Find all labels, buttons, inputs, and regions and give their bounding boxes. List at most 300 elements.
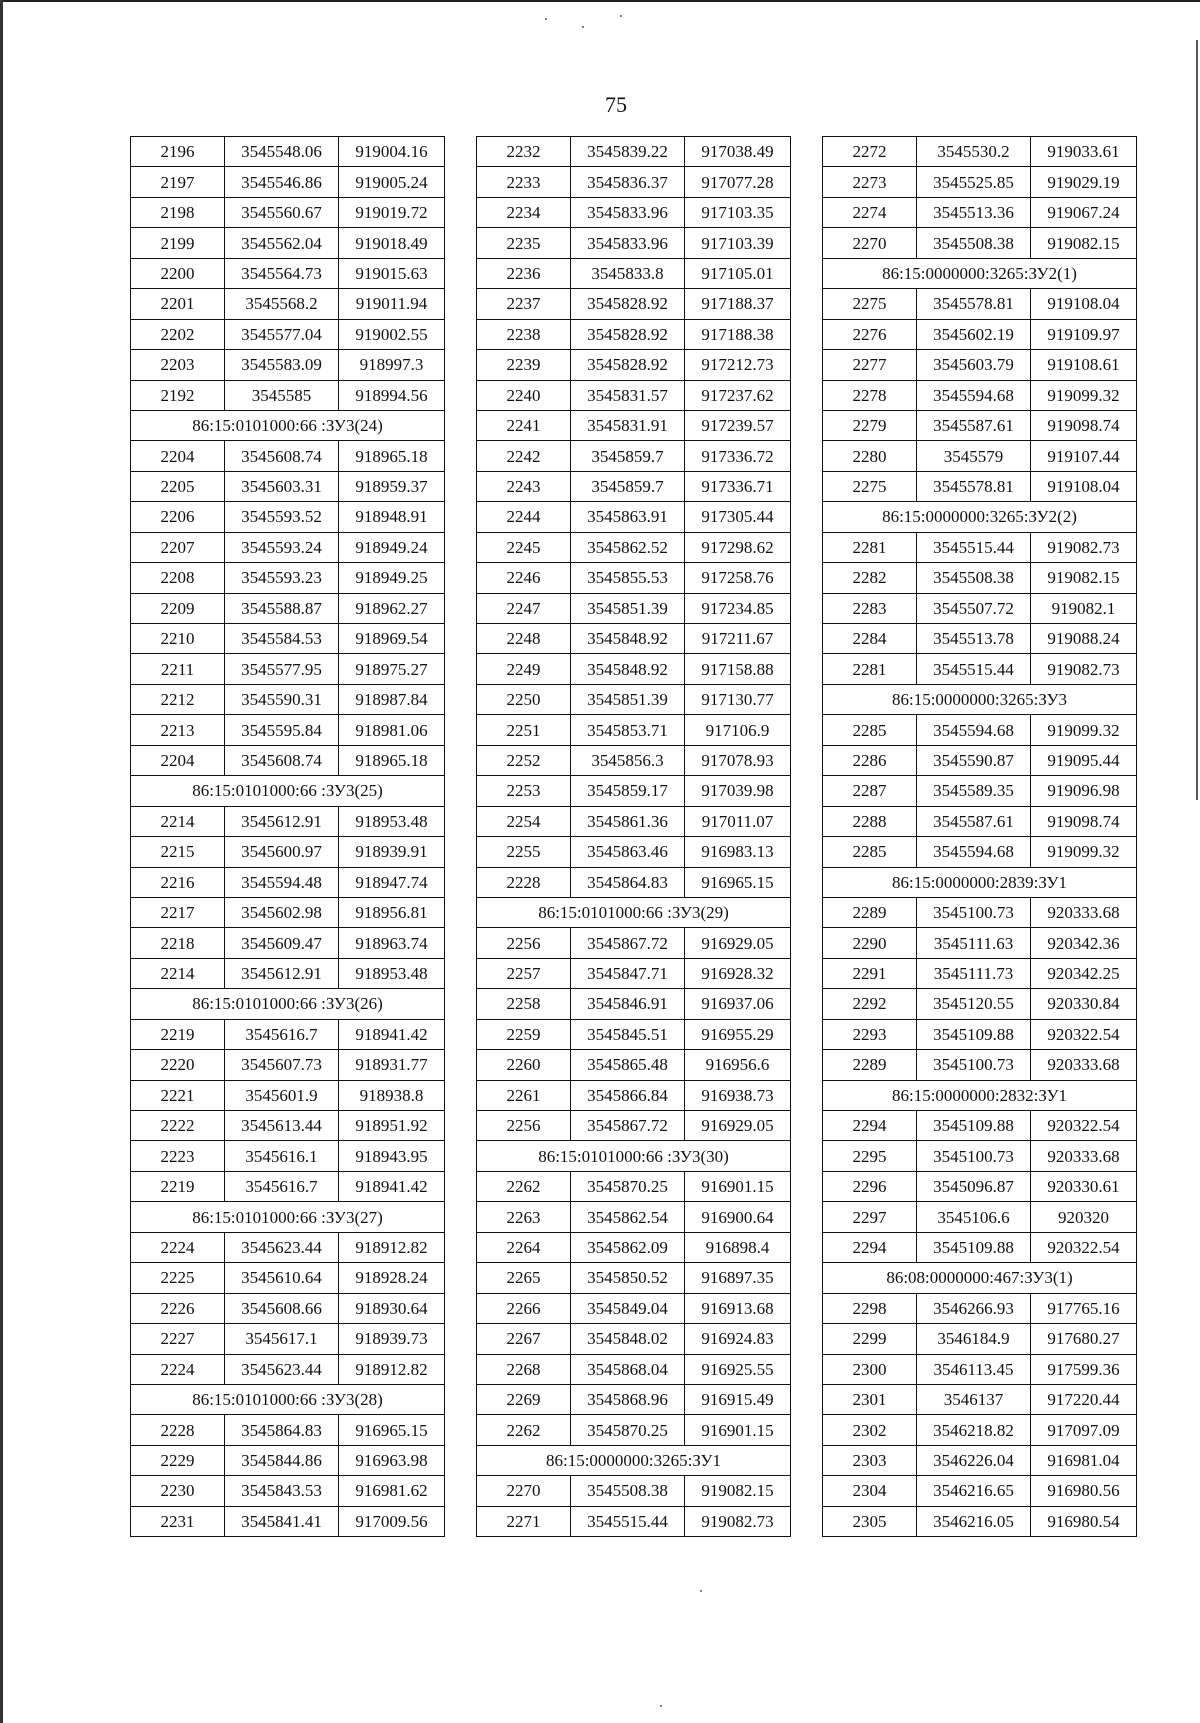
point-number-cell: 2302 bbox=[823, 1415, 917, 1445]
x-coordinate-cell: 3545600.97 bbox=[225, 837, 339, 867]
x-coordinate-cell: 3545623.44 bbox=[225, 1232, 339, 1262]
x-coordinate-cell: 3545560.67 bbox=[225, 197, 339, 227]
point-number-cell: 2212 bbox=[131, 684, 225, 714]
y-coordinate-cell: 918948.91 bbox=[339, 502, 445, 532]
table-row bbox=[477, 532, 791, 562]
x-coordinate-cell: 3546266.93 bbox=[917, 1293, 1031, 1323]
y-coordinate-cell: 920342.25 bbox=[1031, 958, 1137, 988]
table-row bbox=[477, 1111, 791, 1141]
point-number-cell: 2284 bbox=[823, 624, 917, 654]
point-number-cell: 2201 bbox=[131, 289, 225, 319]
point-number-cell: 2217 bbox=[131, 897, 225, 927]
parcel-header-row bbox=[823, 1080, 1137, 1110]
point-number-cell: 2226 bbox=[131, 1293, 225, 1323]
table-row bbox=[823, 563, 1137, 593]
y-coordinate-cell: 918943.95 bbox=[339, 1141, 445, 1171]
y-coordinate-cell: 917077.28 bbox=[685, 167, 791, 197]
x-coordinate-cell: 3545584.53 bbox=[225, 624, 339, 654]
parcel-cadastral-number: 86:15:0101000:66 :ЗУ3(28) bbox=[131, 1384, 445, 1414]
x-coordinate-cell: 3545562.04 bbox=[225, 228, 339, 258]
point-number-cell: 2305 bbox=[823, 1506, 917, 1536]
x-coordinate-cell: 3546184.9 bbox=[917, 1324, 1031, 1354]
y-coordinate-cell: 916965.15 bbox=[685, 867, 791, 897]
table-row bbox=[131, 654, 445, 684]
y-coordinate-cell: 919019.72 bbox=[339, 197, 445, 227]
point-number-cell: 2253 bbox=[477, 776, 571, 806]
x-coordinate-cell: 3545585 bbox=[225, 380, 339, 410]
x-coordinate-cell: 3545568.2 bbox=[225, 289, 339, 319]
y-coordinate-cell: 917009.56 bbox=[339, 1506, 445, 1536]
point-number-cell: 2196 bbox=[131, 137, 225, 167]
point-number-cell: 2211 bbox=[131, 654, 225, 684]
point-number-cell: 2227 bbox=[131, 1324, 225, 1354]
table-row bbox=[131, 745, 445, 775]
scan-speck bbox=[620, 15, 622, 17]
y-coordinate-cell: 916901.15 bbox=[685, 1415, 791, 1445]
point-number-cell: 2209 bbox=[131, 593, 225, 623]
coordinate-table-1 bbox=[130, 136, 445, 1537]
parcel-cadastral-number: 86:15:0000000:3265:ЗУ3 bbox=[823, 684, 1137, 714]
y-coordinate-cell: 918994.56 bbox=[339, 380, 445, 410]
table-row bbox=[477, 928, 791, 958]
x-coordinate-cell: 3545602.19 bbox=[917, 319, 1031, 349]
y-coordinate-cell: 918949.24 bbox=[339, 532, 445, 562]
x-coordinate-cell: 3545866.84 bbox=[571, 1080, 685, 1110]
x-coordinate-cell: 3545577.04 bbox=[225, 319, 339, 349]
point-number-cell: 2260 bbox=[477, 1050, 571, 1080]
table-row bbox=[477, 197, 791, 227]
table-row bbox=[823, 593, 1137, 623]
parcel-header-row bbox=[131, 989, 445, 1019]
table-row bbox=[823, 350, 1137, 380]
y-coordinate-cell: 919015.63 bbox=[339, 258, 445, 288]
parcel-cadastral-number: 86:15:0101000:66 :ЗУ3(24) bbox=[131, 410, 445, 440]
x-coordinate-cell: 3545609.47 bbox=[225, 928, 339, 958]
y-coordinate-cell: 916937.06 bbox=[685, 989, 791, 1019]
table-row bbox=[477, 654, 791, 684]
x-coordinate-cell: 3545862.09 bbox=[571, 1232, 685, 1262]
parcel-cadastral-number: 86:15:0000000:2832:ЗУ1 bbox=[823, 1080, 1137, 1110]
x-coordinate-cell: 3545612.91 bbox=[225, 958, 339, 988]
y-coordinate-cell: 916924.83 bbox=[685, 1324, 791, 1354]
table-row bbox=[823, 776, 1137, 806]
point-number-cell: 2268 bbox=[477, 1354, 571, 1384]
point-number-cell: 2223 bbox=[131, 1141, 225, 1171]
scan-speck bbox=[545, 18, 547, 20]
y-coordinate-cell: 917011.07 bbox=[685, 806, 791, 836]
point-number-cell: 2207 bbox=[131, 532, 225, 562]
x-coordinate-cell: 3545850.52 bbox=[571, 1263, 685, 1293]
table-row bbox=[477, 289, 791, 319]
table-row bbox=[131, 1111, 445, 1141]
point-number-cell: 2297 bbox=[823, 1202, 917, 1232]
point-number-cell: 2286 bbox=[823, 745, 917, 775]
point-number-cell: 2267 bbox=[477, 1324, 571, 1354]
point-number-cell: 2199 bbox=[131, 228, 225, 258]
table-row bbox=[477, 258, 791, 288]
table-row bbox=[477, 684, 791, 714]
x-coordinate-cell: 3545603.31 bbox=[225, 471, 339, 501]
x-coordinate-cell: 3545100.73 bbox=[917, 1050, 1031, 1080]
y-coordinate-cell: 916898.4 bbox=[685, 1232, 791, 1262]
point-number-cell: 2277 bbox=[823, 350, 917, 380]
point-number-cell: 2220 bbox=[131, 1050, 225, 1080]
y-coordinate-cell: 918962.27 bbox=[339, 593, 445, 623]
table-row bbox=[131, 1080, 445, 1110]
y-coordinate-cell: 917106.9 bbox=[685, 715, 791, 745]
point-number-cell: 2255 bbox=[477, 837, 571, 867]
table-row bbox=[823, 1324, 1137, 1354]
parcel-cadastral-number: 86:15:0000000:2839:ЗУ1 bbox=[823, 867, 1137, 897]
y-coordinate-cell: 918931.77 bbox=[339, 1050, 445, 1080]
point-number-cell: 2238 bbox=[477, 319, 571, 349]
table-row bbox=[477, 1202, 791, 1232]
x-coordinate-cell: 3545623.44 bbox=[225, 1354, 339, 1384]
table-row bbox=[823, 806, 1137, 836]
point-number-cell: 2301 bbox=[823, 1384, 917, 1414]
x-coordinate-cell: 3545839.22 bbox=[571, 137, 685, 167]
y-coordinate-cell: 918975.27 bbox=[339, 654, 445, 684]
x-coordinate-cell: 3545508.38 bbox=[917, 228, 1031, 258]
x-coordinate-cell: 3545862.52 bbox=[571, 532, 685, 562]
table-row bbox=[131, 1232, 445, 1262]
x-coordinate-cell: 3545601.9 bbox=[225, 1080, 339, 1110]
x-coordinate-cell: 3545833.96 bbox=[571, 228, 685, 258]
y-coordinate-cell: 918987.84 bbox=[339, 684, 445, 714]
y-coordinate-cell: 917336.72 bbox=[685, 441, 791, 471]
point-number-cell: 2281 bbox=[823, 532, 917, 562]
point-number-cell: 2202 bbox=[131, 319, 225, 349]
y-coordinate-cell: 916955.29 bbox=[685, 1019, 791, 1049]
y-coordinate-cell: 919108.04 bbox=[1031, 471, 1137, 501]
parcel-header-row bbox=[131, 1202, 445, 1232]
point-number-cell: 2213 bbox=[131, 715, 225, 745]
point-number-cell: 2274 bbox=[823, 197, 917, 227]
table-row bbox=[131, 1050, 445, 1080]
y-coordinate-cell: 920333.68 bbox=[1031, 1050, 1137, 1080]
point-number-cell: 2292 bbox=[823, 989, 917, 1019]
x-coordinate-cell: 3546226.04 bbox=[917, 1445, 1031, 1475]
point-number-cell: 2275 bbox=[823, 289, 917, 319]
x-coordinate-cell: 3545594.48 bbox=[225, 867, 339, 897]
point-number-cell: 2291 bbox=[823, 958, 917, 988]
x-coordinate-cell: 3545841.41 bbox=[225, 1506, 339, 1536]
table-row bbox=[477, 1354, 791, 1384]
y-coordinate-cell: 916956.6 bbox=[685, 1050, 791, 1080]
scan-speck bbox=[700, 1590, 702, 1592]
x-coordinate-cell: 3545548.06 bbox=[225, 137, 339, 167]
point-number-cell: 2299 bbox=[823, 1324, 917, 1354]
table-row bbox=[131, 137, 445, 167]
y-coordinate-cell: 919082.73 bbox=[685, 1506, 791, 1536]
y-coordinate-cell: 916981.62 bbox=[339, 1476, 445, 1506]
y-coordinate-cell: 919107.44 bbox=[1031, 441, 1137, 471]
x-coordinate-cell: 3545864.83 bbox=[225, 1415, 339, 1445]
x-coordinate-cell: 3545096.87 bbox=[917, 1171, 1031, 1201]
y-coordinate-cell: 919099.32 bbox=[1031, 837, 1137, 867]
point-number-cell: 2233 bbox=[477, 167, 571, 197]
y-coordinate-cell: 916901.15 bbox=[685, 1171, 791, 1201]
table-row bbox=[131, 350, 445, 380]
y-coordinate-cell: 917237.62 bbox=[685, 380, 791, 410]
x-coordinate-cell: 3545864.83 bbox=[571, 867, 685, 897]
x-coordinate-cell: 3545863.46 bbox=[571, 837, 685, 867]
y-coordinate-cell: 918939.73 bbox=[339, 1324, 445, 1354]
table-row bbox=[131, 715, 445, 745]
table-row bbox=[131, 593, 445, 623]
x-coordinate-cell: 3545595.84 bbox=[225, 715, 339, 745]
y-coordinate-cell: 918941.42 bbox=[339, 1019, 445, 1049]
y-coordinate-cell: 916929.05 bbox=[685, 1111, 791, 1141]
table-row bbox=[823, 1111, 1137, 1141]
x-coordinate-cell: 3545508.38 bbox=[571, 1476, 685, 1506]
parcel-header-row bbox=[477, 897, 791, 927]
x-coordinate-cell: 3545587.61 bbox=[917, 410, 1031, 440]
point-number-cell: 2270 bbox=[477, 1476, 571, 1506]
table-row bbox=[823, 897, 1137, 927]
table-row bbox=[131, 624, 445, 654]
table-row bbox=[477, 1232, 791, 1262]
table-row bbox=[477, 1384, 791, 1414]
table-row bbox=[131, 897, 445, 927]
table-row bbox=[131, 837, 445, 867]
point-number-cell: 2228 bbox=[131, 1415, 225, 1445]
x-coordinate-cell: 3545111.73 bbox=[917, 958, 1031, 988]
x-coordinate-cell: 3545590.87 bbox=[917, 745, 1031, 775]
point-number-cell: 2205 bbox=[131, 471, 225, 501]
table-row bbox=[823, 471, 1137, 501]
point-number-cell: 2300 bbox=[823, 1354, 917, 1384]
x-coordinate-cell: 3545515.44 bbox=[917, 654, 1031, 684]
point-number-cell: 2278 bbox=[823, 380, 917, 410]
y-coordinate-cell: 917103.39 bbox=[685, 228, 791, 258]
point-number-cell: 2256 bbox=[477, 928, 571, 958]
x-coordinate-cell: 3545844.86 bbox=[225, 1445, 339, 1475]
point-number-cell: 2263 bbox=[477, 1202, 571, 1232]
table-row bbox=[823, 380, 1137, 410]
table-row bbox=[823, 1476, 1137, 1506]
y-coordinate-cell: 920333.68 bbox=[1031, 897, 1137, 927]
y-coordinate-cell: 917188.38 bbox=[685, 319, 791, 349]
point-number-cell: 2250 bbox=[477, 684, 571, 714]
point-number-cell: 2225 bbox=[131, 1263, 225, 1293]
y-coordinate-cell: 917130.77 bbox=[685, 684, 791, 714]
x-coordinate-cell: 3546113.45 bbox=[917, 1354, 1031, 1384]
table-row bbox=[477, 715, 791, 745]
table-row bbox=[823, 1384, 1137, 1414]
x-coordinate-cell: 3545593.24 bbox=[225, 532, 339, 562]
table-row bbox=[823, 654, 1137, 684]
x-coordinate-cell: 3545608.66 bbox=[225, 1293, 339, 1323]
y-coordinate-cell: 918912.82 bbox=[339, 1354, 445, 1384]
y-coordinate-cell: 917211.67 bbox=[685, 624, 791, 654]
point-number-cell: 2203 bbox=[131, 350, 225, 380]
x-coordinate-cell: 3545603.79 bbox=[917, 350, 1031, 380]
point-number-cell: 2235 bbox=[477, 228, 571, 258]
y-coordinate-cell: 916925.55 bbox=[685, 1354, 791, 1384]
point-number-cell: 2289 bbox=[823, 1050, 917, 1080]
parcel-cadastral-number: 86:15:0101000:66 :ЗУ3(30) bbox=[477, 1141, 791, 1171]
point-number-cell: 2293 bbox=[823, 1019, 917, 1049]
y-coordinate-cell: 920342.36 bbox=[1031, 928, 1137, 958]
point-number-cell: 2298 bbox=[823, 1293, 917, 1323]
point-number-cell: 2218 bbox=[131, 928, 225, 958]
x-coordinate-cell: 3545508.38 bbox=[917, 563, 1031, 593]
point-number-cell: 2221 bbox=[131, 1080, 225, 1110]
table-row bbox=[823, 441, 1137, 471]
table-row bbox=[131, 441, 445, 471]
point-number-cell: 2198 bbox=[131, 197, 225, 227]
table-row bbox=[477, 958, 791, 988]
y-coordinate-cell: 917336.71 bbox=[685, 471, 791, 501]
point-number-cell: 2252 bbox=[477, 745, 571, 775]
y-coordinate-cell: 916981.04 bbox=[1031, 1445, 1137, 1475]
point-number-cell: 2236 bbox=[477, 258, 571, 288]
y-coordinate-cell: 918938.8 bbox=[339, 1080, 445, 1110]
table-row bbox=[823, 958, 1137, 988]
table-row bbox=[477, 1476, 791, 1506]
y-coordinate-cell: 917765.16 bbox=[1031, 1293, 1137, 1323]
point-number-cell: 2244 bbox=[477, 502, 571, 532]
y-coordinate-cell: 920330.84 bbox=[1031, 989, 1137, 1019]
table-row bbox=[477, 1080, 791, 1110]
y-coordinate-cell: 917212.73 bbox=[685, 350, 791, 380]
x-coordinate-cell: 3545859.7 bbox=[571, 441, 685, 471]
point-number-cell: 2215 bbox=[131, 837, 225, 867]
x-coordinate-cell: 3545530.2 bbox=[917, 137, 1031, 167]
point-number-cell: 2237 bbox=[477, 289, 571, 319]
point-number-cell: 2245 bbox=[477, 532, 571, 562]
y-coordinate-cell: 918941.42 bbox=[339, 1171, 445, 1201]
x-coordinate-cell: 3545111.63 bbox=[917, 928, 1031, 958]
point-number-cell: 2266 bbox=[477, 1293, 571, 1323]
table-row bbox=[131, 197, 445, 227]
table-row bbox=[131, 1141, 445, 1171]
x-coordinate-cell: 3545578.81 bbox=[917, 289, 1031, 319]
x-coordinate-cell: 3545859.7 bbox=[571, 471, 685, 501]
table-row bbox=[477, 837, 791, 867]
table-row bbox=[823, 624, 1137, 654]
point-number-cell: 2214 bbox=[131, 806, 225, 836]
table-row bbox=[131, 1445, 445, 1475]
y-coordinate-cell: 919067.24 bbox=[1031, 197, 1137, 227]
point-number-cell: 2224 bbox=[131, 1354, 225, 1384]
y-coordinate-cell: 919082.15 bbox=[1031, 563, 1137, 593]
y-coordinate-cell: 918965.18 bbox=[339, 441, 445, 471]
y-coordinate-cell: 918956.81 bbox=[339, 897, 445, 927]
point-number-cell: 2204 bbox=[131, 441, 225, 471]
table-row bbox=[131, 289, 445, 319]
x-coordinate-cell: 3545587.61 bbox=[917, 806, 1031, 836]
point-number-cell: 2241 bbox=[477, 410, 571, 440]
y-coordinate-cell: 919095.44 bbox=[1031, 745, 1137, 775]
point-number-cell: 2288 bbox=[823, 806, 917, 836]
x-coordinate-cell: 3545589.35 bbox=[917, 776, 1031, 806]
y-coordinate-cell: 917298.62 bbox=[685, 532, 791, 562]
point-number-cell: 2295 bbox=[823, 1141, 917, 1171]
x-coordinate-cell: 3545828.92 bbox=[571, 350, 685, 380]
y-coordinate-cell: 917078.93 bbox=[685, 745, 791, 775]
point-number-cell: 2249 bbox=[477, 654, 571, 684]
y-coordinate-cell: 919018.49 bbox=[339, 228, 445, 258]
y-coordinate-cell: 918928.24 bbox=[339, 1263, 445, 1293]
parcel-header-row bbox=[131, 410, 445, 440]
parcel-header-row bbox=[823, 502, 1137, 532]
table-row bbox=[131, 228, 445, 258]
point-number-cell: 2230 bbox=[131, 1476, 225, 1506]
parcel-header-row bbox=[131, 1384, 445, 1414]
y-coordinate-cell: 918965.18 bbox=[339, 745, 445, 775]
point-number-cell: 2229 bbox=[131, 1445, 225, 1475]
point-number-cell: 2289 bbox=[823, 897, 917, 927]
table-row bbox=[823, 837, 1137, 867]
x-coordinate-cell: 3545100.73 bbox=[917, 897, 1031, 927]
point-number-cell: 2192 bbox=[131, 380, 225, 410]
point-number-cell: 2214 bbox=[131, 958, 225, 988]
table-row bbox=[131, 1019, 445, 1049]
x-coordinate-cell: 3545578.81 bbox=[917, 471, 1031, 501]
x-coordinate-cell: 3545594.68 bbox=[917, 380, 1031, 410]
x-coordinate-cell: 3545870.25 bbox=[571, 1171, 685, 1201]
scan-edge-top bbox=[0, 0, 1200, 2]
table-row bbox=[477, 745, 791, 775]
table-row bbox=[823, 289, 1137, 319]
x-coordinate-cell: 3546216.65 bbox=[917, 1476, 1031, 1506]
y-coordinate-cell: 918953.48 bbox=[339, 806, 445, 836]
table-row bbox=[823, 319, 1137, 349]
x-coordinate-cell: 3545868.04 bbox=[571, 1354, 685, 1384]
x-coordinate-cell: 3545831.57 bbox=[571, 380, 685, 410]
point-number-cell: 2232 bbox=[477, 137, 571, 167]
table-row bbox=[131, 1293, 445, 1323]
y-coordinate-cell: 919082.73 bbox=[1031, 532, 1137, 562]
parcel-cadastral-number: 86:15:0101000:66 :ЗУ3(27) bbox=[131, 1202, 445, 1232]
y-coordinate-cell: 918953.48 bbox=[339, 958, 445, 988]
table-row bbox=[823, 745, 1137, 775]
x-coordinate-cell: 3545579 bbox=[917, 441, 1031, 471]
y-coordinate-cell: 916983.13 bbox=[685, 837, 791, 867]
x-coordinate-cell: 3545865.48 bbox=[571, 1050, 685, 1080]
point-number-cell: 2285 bbox=[823, 715, 917, 745]
x-coordinate-cell: 3545831.91 bbox=[571, 410, 685, 440]
table-row bbox=[477, 471, 791, 501]
x-coordinate-cell: 3545513.78 bbox=[917, 624, 1031, 654]
x-coordinate-cell: 3545588.87 bbox=[225, 593, 339, 623]
y-coordinate-cell: 916965.15 bbox=[339, 1415, 445, 1445]
y-coordinate-cell: 919082.15 bbox=[1031, 228, 1137, 258]
y-coordinate-cell: 918947.74 bbox=[339, 867, 445, 897]
point-number-cell: 2240 bbox=[477, 380, 571, 410]
x-coordinate-cell: 3545106.6 bbox=[917, 1202, 1031, 1232]
x-coordinate-cell: 3545856.3 bbox=[571, 745, 685, 775]
table-row bbox=[477, 228, 791, 258]
table-row bbox=[131, 1324, 445, 1354]
parcel-cadastral-number: 86:15:0000000:3265:ЗУ1 bbox=[477, 1445, 791, 1475]
table-row bbox=[823, 137, 1137, 167]
y-coordinate-cell: 916897.35 bbox=[685, 1263, 791, 1293]
parcel-header-row bbox=[477, 1445, 791, 1475]
table-row bbox=[823, 1232, 1137, 1262]
x-coordinate-cell: 3545100.73 bbox=[917, 1141, 1031, 1171]
parcel-header-row bbox=[823, 258, 1137, 288]
table-row bbox=[477, 989, 791, 1019]
y-coordinate-cell: 918951.92 bbox=[339, 1111, 445, 1141]
point-number-cell: 2234 bbox=[477, 197, 571, 227]
table-row bbox=[477, 441, 791, 471]
point-number-cell: 2219 bbox=[131, 1171, 225, 1201]
table-row bbox=[477, 1506, 791, 1536]
x-coordinate-cell: 3545602.98 bbox=[225, 897, 339, 927]
